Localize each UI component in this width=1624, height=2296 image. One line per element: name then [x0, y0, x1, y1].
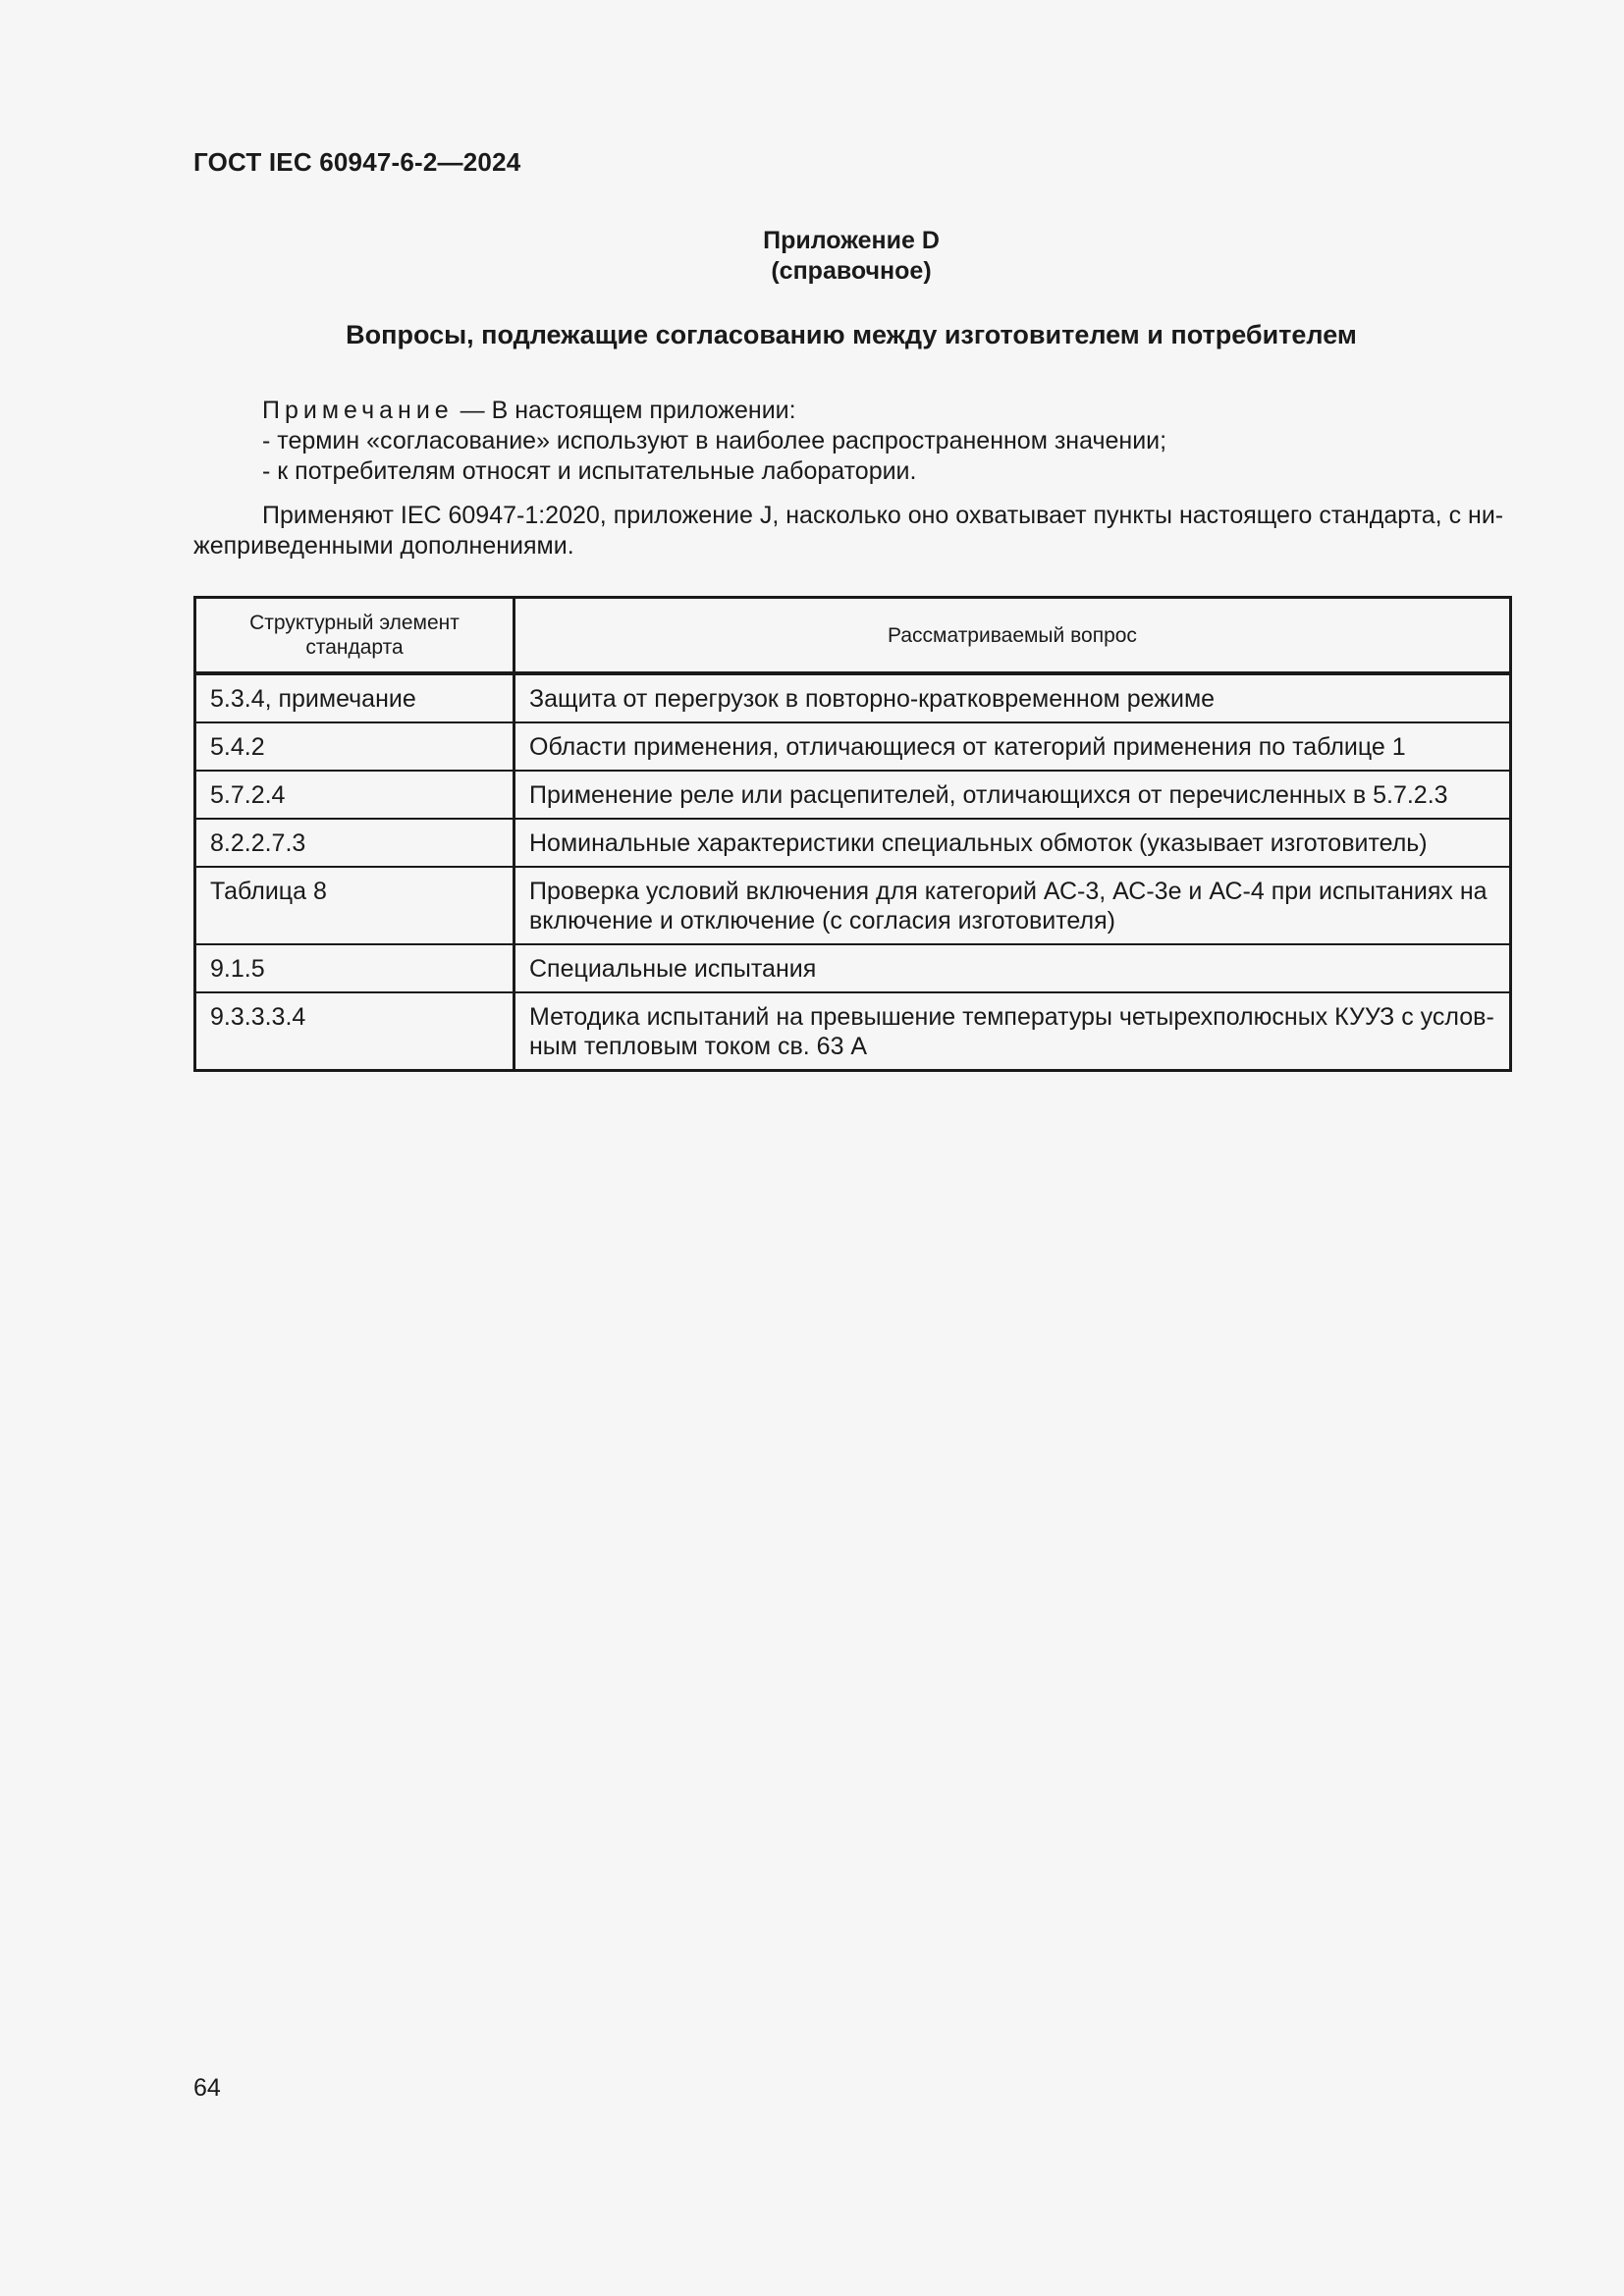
cell-question: Области применения, отличающиеся от категорий применения по таблице 1 [514, 722, 1511, 771]
annex-heading: Вопросы, подлежащие согласованию между изготовителем и потребителем [346, 320, 1357, 349]
cell-question: Проверка условий включения для категорий АС-3, АС-3е и АС-4 при испытаниях на включение и отключение (с согласия изготовителя) [514, 867, 1511, 944]
annex-title: Приложение D [763, 227, 940, 254]
table-row [195, 673, 1511, 722]
agreement-table [193, 596, 1512, 1072]
note-item: - термин «согласование» используют в наиболее распространенном значении; [262, 427, 1167, 454]
table-row [195, 771, 1511, 819]
table-row [195, 944, 1511, 992]
page-number: 64 [193, 2074, 221, 2102]
cell-question: Защита от перегрузок в повторно-кратковременном режиме [514, 673, 1511, 722]
column-header-element: Структурный элемент стандарта [195, 598, 514, 674]
cell-element: 8.2.2.7.3 [195, 819, 514, 867]
cell-element: 9.3.3.3.4 [195, 992, 514, 1071]
table-row [195, 992, 1511, 1071]
cell-element: Таблица 8 [195, 867, 514, 944]
note-intro: — В настоящем приложении: [453, 397, 796, 424]
table-row [195, 867, 1511, 944]
cell-question: Применение реле или расцепителей, отличающихся от перечисленных в 5.7.2.3 [514, 771, 1511, 819]
standard-code: ГОСТ IEC 60947-6-2—2024 [193, 147, 521, 177]
note-block [193, 396, 1509, 487]
table-row [195, 819, 1511, 867]
note-lead [193, 396, 1509, 426]
cell-question: Специальные испытания [514, 944, 1511, 992]
note-item: - к потребителям относят и испытательные лаборатории. [262, 457, 917, 485]
cell-element: 5.3.4, примечание [195, 673, 514, 722]
cell-element: 5.7.2.4 [195, 771, 514, 819]
table-row [195, 722, 1511, 771]
note-label: Примечание [262, 397, 454, 424]
table-header-row [195, 598, 1511, 674]
cell-question: Методика испытаний на превышение температуры четырехполюсных КУУЗ с условным тепловым током св. 63 А [514, 992, 1511, 1071]
cell-element: 9.1.5 [195, 944, 514, 992]
cell-element: 5.4.2 [195, 722, 514, 771]
cell-question: Номинальные характеристики специальных обмоток (указывает изготовитель) [514, 819, 1511, 867]
annex-type: (справочное) [771, 257, 932, 285]
body-paragraph: Применяют IEC 60947-1:2020, приложение J, насколько оно охватывает пункты настоящего стандарта, с нижеприведенными дополнениями. [193, 502, 1504, 560]
column-header-question: Рассматриваемый вопрос [514, 598, 1511, 674]
